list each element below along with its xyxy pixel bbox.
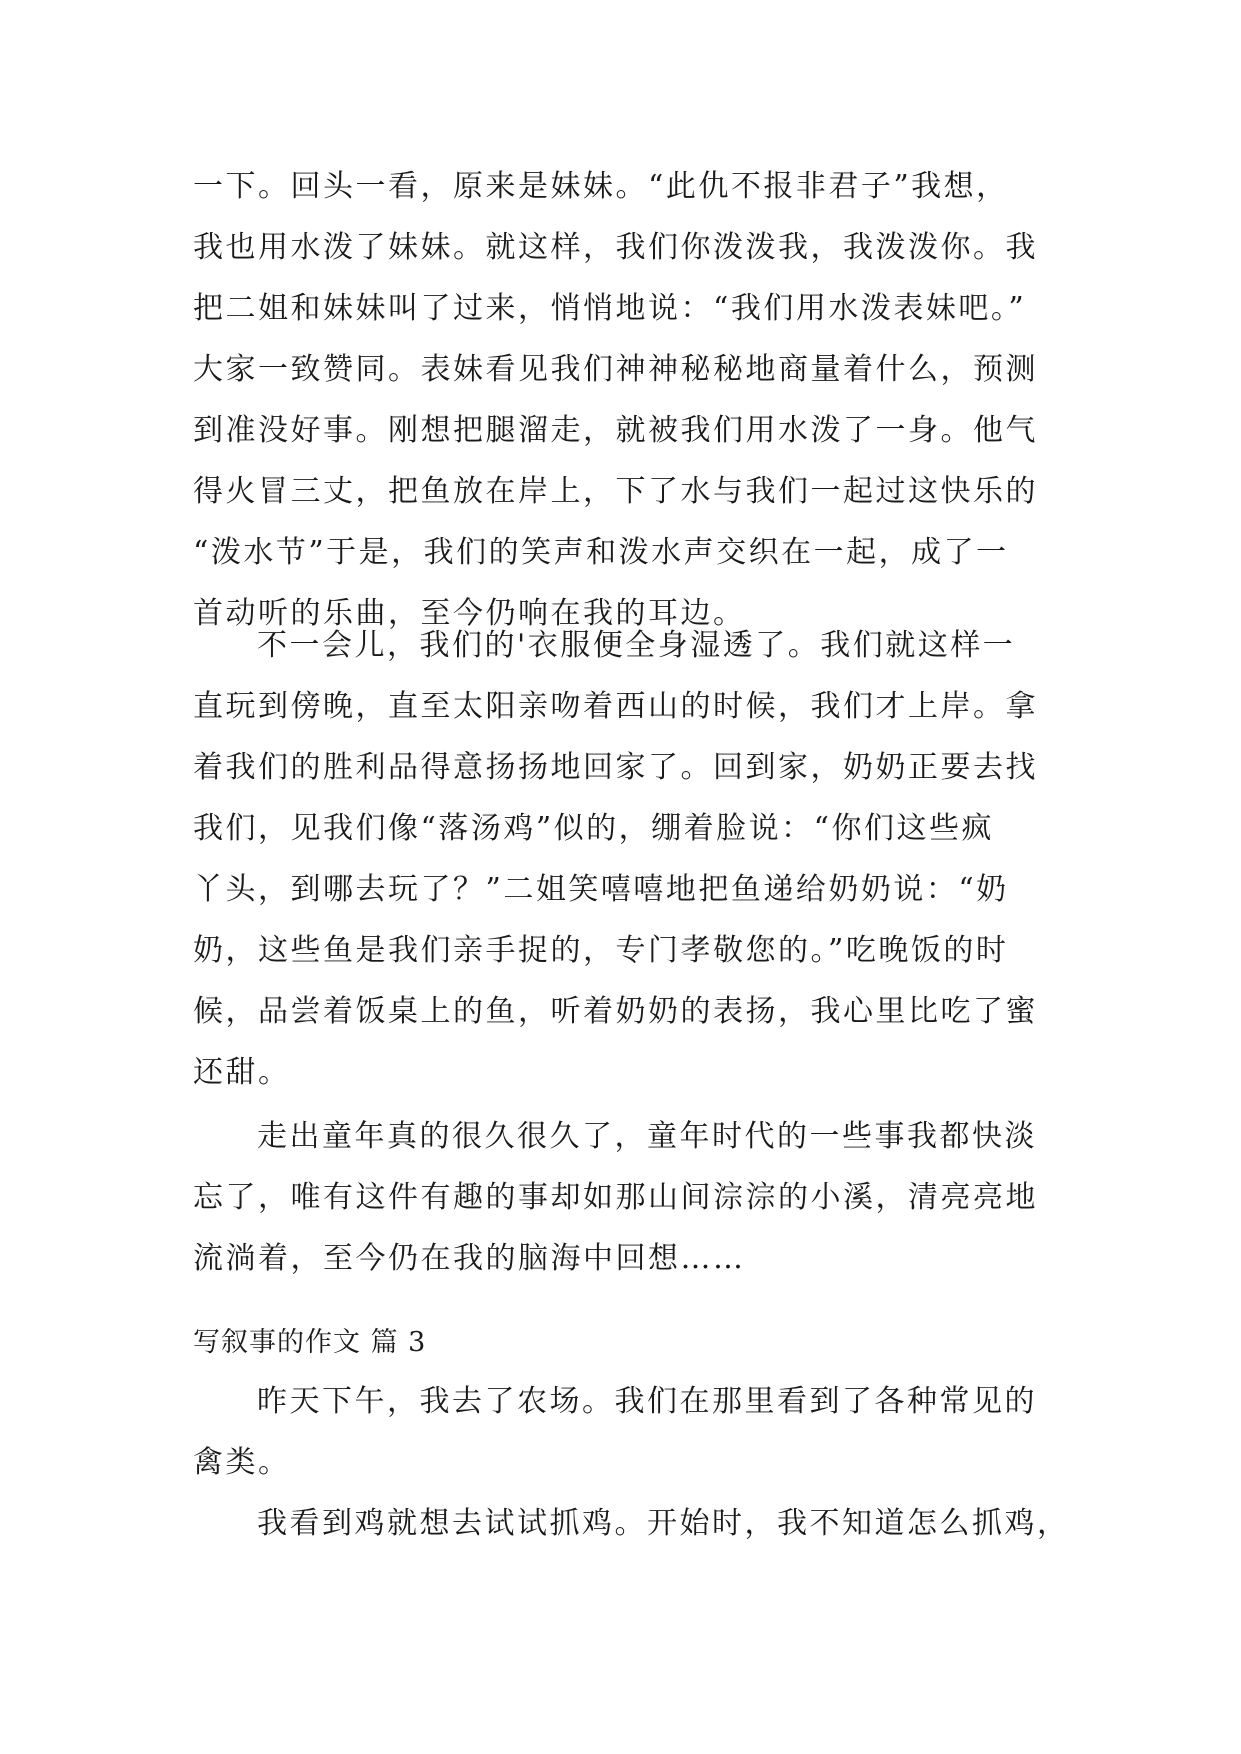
- paragraph: [193, 156, 1063, 644]
- paragraph-line: 我们，见我们像“落汤鸡”似的，绷着脸说：“你们这些疯: [193, 811, 995, 846]
- paragraph-line: 大家一致赞同。表妹看见我们神神秘秘地商量着什么，预测: [193, 352, 1038, 387]
- paragraph-line: 还甜。: [193, 1055, 291, 1090]
- paragraph-line: 一下。回头一看，原来是妹妹。“此仇不报非君子”我想，: [193, 169, 1009, 204]
- paragraph: [193, 1106, 1063, 1289]
- paragraph-line: 着我们的胜利品得意扬扬地回家了。回到家，奶奶正要去找: [193, 750, 1038, 785]
- paragraph-line: 走出童年真的很久很久了，童年时代的一些事我都快淡: [257, 1119, 1037, 1154]
- paragraph-line: 到准没好事。刚想把腿溜走，就被我们用水泼了一身。他气: [193, 413, 1038, 448]
- paragraph-line: 我也用水泼了妹妹。就这样，我们你泼泼我，我泼泼你。我: [193, 230, 1038, 265]
- paragraph-line: 首动听的乐曲，至今仍响在我的耳边。: [193, 596, 746, 631]
- paragraph: [193, 615, 1063, 1103]
- paragraph-line: 不一会儿，我们的'衣服便全身湿透了。我们就这样一: [257, 628, 1016, 663]
- paragraph-line: “泼水节”于是，我们的笑声和泼水声交织在一起，成了一: [193, 535, 1009, 570]
- paragraph-line: 昨天下午，我去了农场。我们在那里看到了各种常见的: [257, 1384, 1037, 1419]
- paragraph-line: 得火冒三丈，把鱼放在岸上，下了水与我们一起过这快乐的: [193, 474, 1038, 509]
- paragraph-line: 流淌着，至今仍在我的脑海中回想……: [193, 1241, 746, 1276]
- paragraph: [193, 1493, 1070, 1554]
- paragraph-line: 禽类。: [193, 1445, 291, 1480]
- paragraph-line: 候，品尝着饭桌上的鱼，听着奶奶的表扬，我心里比吃了蜜: [193, 994, 1038, 1029]
- paragraph-line: 我看到鸡就想去试试抓鸡。开始时，我不知道怎么抓鸡，: [257, 1506, 1070, 1541]
- paragraph-line: 把二姐和妹妹叫了过来，悄悄地说：“我们用水泼表妹吧。”: [193, 291, 1027, 326]
- paragraph-line: 忘了，唯有这件有趣的事却如那山间淙淙的小溪，清亮亮地: [193, 1180, 1038, 1215]
- paragraph-line: 丫头，到哪去玩了？”二姐笑嘻嘻地把鱼递给奶奶说：“奶: [193, 872, 1009, 907]
- section-heading: 写叙事的作文 篇 3: [193, 1327, 427, 1358]
- paragraph-line: 奶，这些鱼是我们亲手捉的，专门孝敬您的。”吃晚饭的时: [193, 933, 1009, 968]
- paragraph: [193, 1371, 1063, 1493]
- paragraph-line: 直玩到傍晚，直至太阳亲吻着西山的时候，我们才上岸。拿: [193, 689, 1038, 724]
